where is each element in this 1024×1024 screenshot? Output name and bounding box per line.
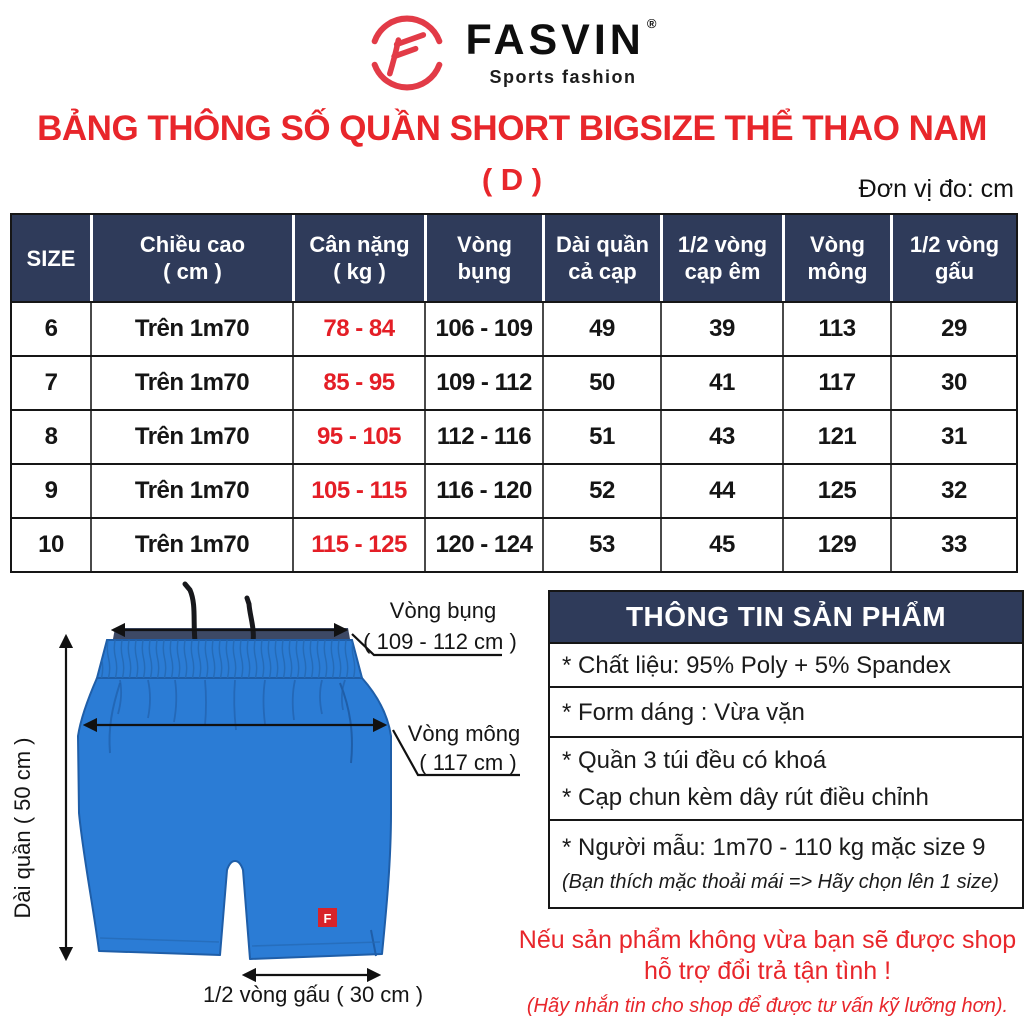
length-label: Dài quần ( 50 cm ) bbox=[10, 737, 35, 919]
table-cell: 6 bbox=[44, 315, 58, 342]
page-title: BẢNG THÔNG SỐ QUẦN SHORT BIGSIZE THỂ THAO NAM bbox=[37, 109, 987, 148]
table-header-cell: Vòng bụng bbox=[424, 215, 542, 301]
table-cell: 31 bbox=[890, 411, 1016, 463]
table-cell: Trên 1m70 bbox=[90, 357, 292, 409]
table-cell: 44 bbox=[660, 465, 782, 517]
brand-text bbox=[465, 15, 661, 88]
registered-trademark-symbol: ® bbox=[646, 15, 661, 31]
brand-tag bbox=[318, 908, 337, 927]
product-info-line: * Chất liệu: 95% Poly + 5% Spandex bbox=[562, 651, 951, 679]
product-info-row bbox=[550, 736, 1022, 819]
brand-wordmark: FASVIN bbox=[465, 15, 645, 64]
product-info-box bbox=[548, 590, 1024, 909]
table-cell: 41 bbox=[660, 357, 782, 409]
product-info-row bbox=[550, 686, 1022, 736]
table-cell: 121 bbox=[782, 411, 890, 463]
product-info-line: * Quần 3 túi đều có khoá bbox=[562, 746, 827, 774]
product-info-line: * Cạp chun kèm dây rút điều chỉnh bbox=[562, 783, 929, 811]
table-cell: 9 bbox=[44, 477, 58, 504]
table-header-cell: 1/2 vòng gấu bbox=[890, 215, 1016, 301]
brand-name bbox=[465, 15, 661, 64]
brand-tag-letter: F bbox=[323, 911, 332, 926]
table-row bbox=[12, 301, 1016, 355]
table-cell: 78 - 84 bbox=[292, 303, 424, 355]
table-header-cell: Dài quần cả cạp bbox=[542, 215, 660, 301]
table-cell: Trên 1m70 bbox=[90, 465, 292, 517]
table-cell: 51 bbox=[542, 411, 660, 463]
table-cell: 8 bbox=[44, 423, 58, 450]
table-cell: 105 - 115 bbox=[292, 465, 424, 517]
table-header-cell: 1/2 vòng cạp êm bbox=[660, 215, 782, 301]
table-header-cell: Vòng mông bbox=[782, 215, 890, 301]
hip-value: ( 117 cm ) bbox=[419, 750, 517, 775]
table-cell: 125 bbox=[782, 465, 890, 517]
fasvin-logo-icon bbox=[364, 10, 450, 96]
table-cell: 29 bbox=[890, 303, 1016, 355]
table-cell: 116 - 120 bbox=[424, 465, 542, 517]
table-cell: 109 - 112 bbox=[424, 357, 542, 409]
brand-tagline: Sports fashion bbox=[489, 66, 637, 87]
waistband-ribbing bbox=[97, 640, 362, 678]
table-row bbox=[12, 463, 1016, 517]
table-header-cell: Chiều cao ( cm ) bbox=[90, 215, 292, 301]
table-cell: 39 bbox=[660, 303, 782, 355]
table-cell: 33 bbox=[890, 519, 1016, 571]
footer-line: (Hãy nhắn tin cho shop để được tư vấn kỹ lưỡng hơn). bbox=[526, 995, 1009, 1017]
waist-value: ( 109 - 112 cm ) bbox=[363, 629, 517, 654]
shorts-measurement-diagram bbox=[0, 578, 530, 1024]
table-cell: 117 bbox=[782, 357, 890, 409]
table-cell: 85 - 95 bbox=[292, 357, 424, 409]
table-cell: 45 bbox=[660, 519, 782, 571]
table-cell: 113 bbox=[782, 303, 890, 355]
table-cell: 129 bbox=[782, 519, 890, 571]
page-subtitle: ( D ) bbox=[481, 162, 543, 197]
hem-label: 1/2 vòng gấu ( 30 cm ) bbox=[202, 982, 424, 1007]
hip-label: Vòng mông bbox=[407, 721, 521, 746]
table-cell: 10 bbox=[38, 531, 64, 558]
table-row bbox=[12, 355, 1016, 409]
table-cell: 52 bbox=[542, 465, 660, 517]
product-info-line: * Người mẫu: 1m70 - 110 kg mặc size 9 bbox=[562, 834, 986, 861]
brand-header bbox=[0, 10, 1024, 96]
product-info-header: THÔNG TIN SẢN PHẨM bbox=[550, 592, 1022, 642]
table-cell: 120 - 124 bbox=[424, 519, 542, 571]
exchange-policy-note bbox=[515, 925, 1020, 1021]
table-cell: 112 - 116 bbox=[424, 411, 542, 463]
table-cell: 115 - 125 bbox=[292, 519, 424, 571]
table-cell: Trên 1m70 bbox=[90, 411, 292, 463]
product-info-line: * Form dáng : Vừa vặn bbox=[562, 698, 805, 726]
product-info-line: (Bạn thích mặc thoải mái => Hãy chọn lên 1 size) bbox=[562, 871, 999, 893]
size-table bbox=[10, 213, 1018, 573]
table-cell: 49 bbox=[542, 303, 660, 355]
table-cell: 43 bbox=[660, 411, 782, 463]
table-cell: 30 bbox=[890, 357, 1016, 409]
table-header-cell: SIZE bbox=[12, 215, 90, 301]
table-header-cell: Cân nặng ( kg ) bbox=[292, 215, 424, 301]
size-table-header-row bbox=[12, 215, 1016, 301]
table-cell: 7 bbox=[44, 369, 58, 396]
table-row bbox=[12, 409, 1016, 463]
table-row bbox=[12, 517, 1016, 571]
table-cell: 32 bbox=[890, 465, 1016, 517]
table-cell: 53 bbox=[542, 519, 660, 571]
footer-line: Nếu sản phẩm không vừa bạn sẽ được shop bbox=[518, 926, 1017, 954]
footer-line: hỗ trợ đổi trả tận tình ! bbox=[643, 957, 892, 985]
size-table-body bbox=[12, 301, 1016, 571]
table-cell: Trên 1m70 bbox=[90, 303, 292, 355]
table-cell: Trên 1m70 bbox=[90, 519, 292, 571]
product-info-row bbox=[550, 819, 1022, 907]
table-cell: 106 - 109 bbox=[424, 303, 542, 355]
unit-note: Đơn vị đo: cm bbox=[858, 175, 1014, 203]
table-cell: 95 - 105 bbox=[292, 411, 424, 463]
table-cell: 50 bbox=[542, 357, 660, 409]
waist-label: Vòng bụng bbox=[389, 598, 497, 623]
product-info-row bbox=[550, 642, 1022, 686]
